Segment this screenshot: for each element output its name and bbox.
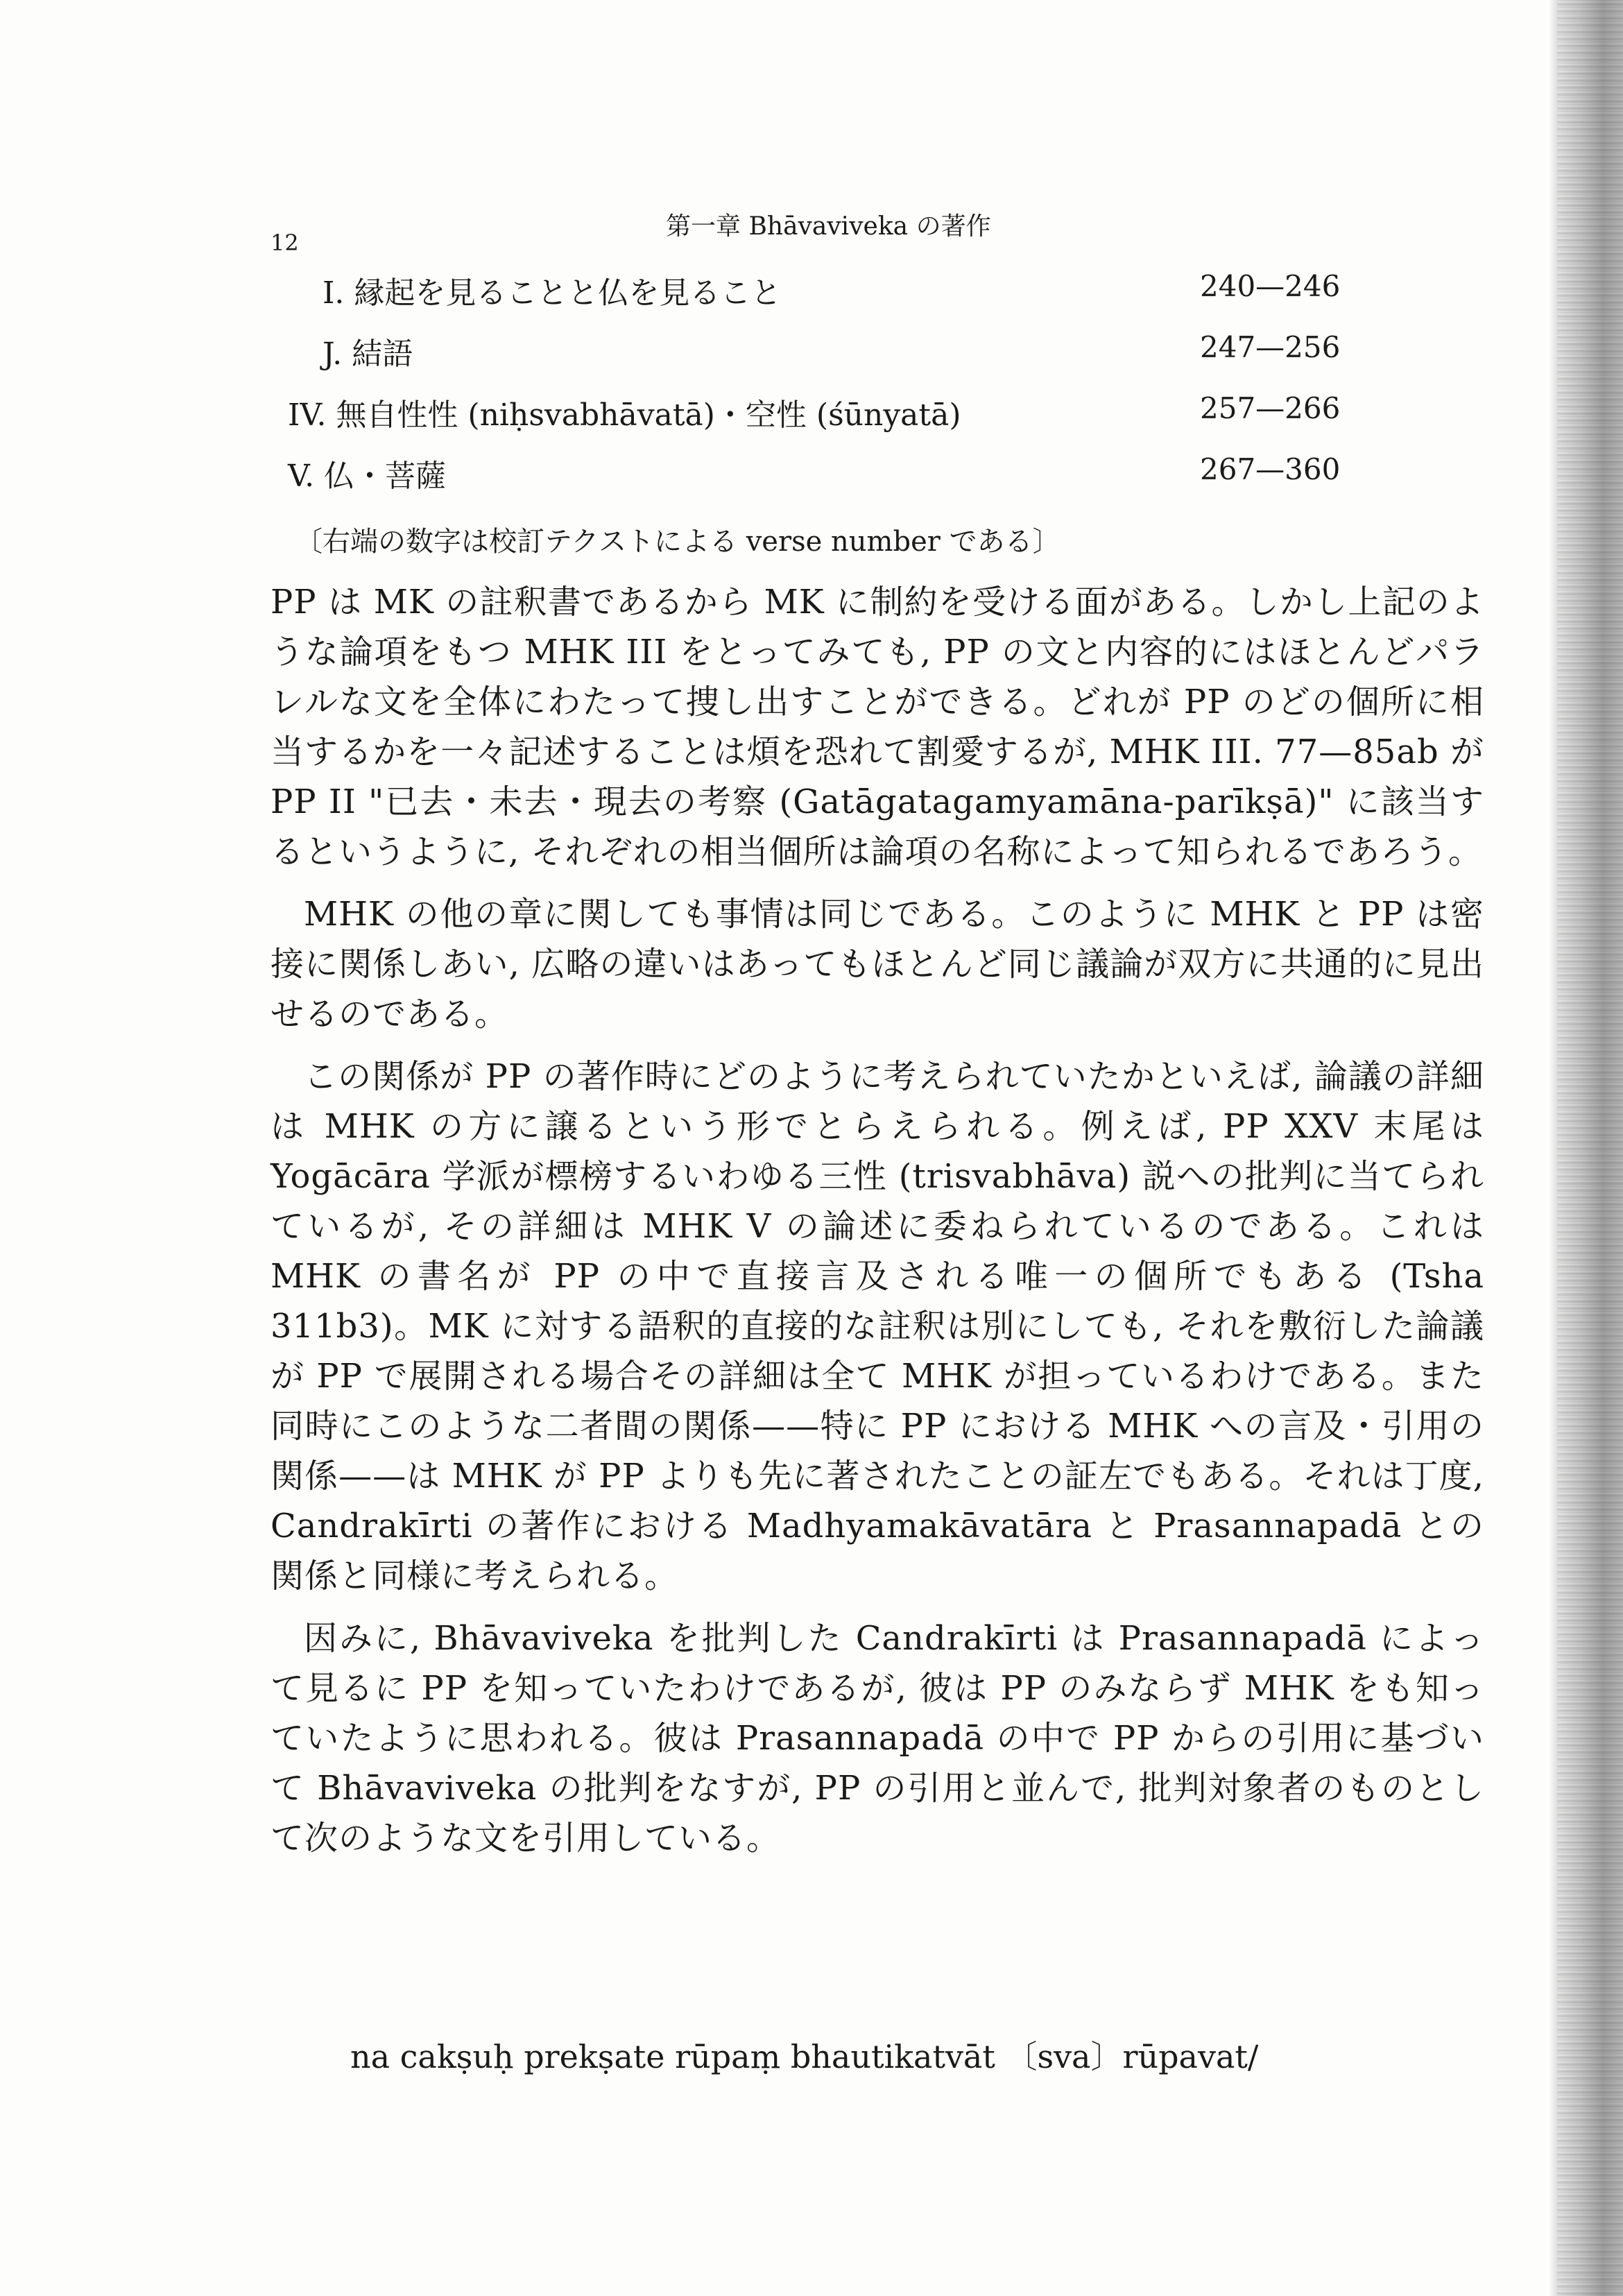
paragraph: 因みに, Bhāvaviveka を批判した Candrakīrti は Prasannapadā によって見るに PP を知っていたわけであるが, 彼は PP のみならず MHK をも知っていたように思われる。彼は Prasannapadā の中で PP からの引用に基づいて Bhāvaviveka の批判をなすが, PP の引用と並んで, 批判対象者のものとして次のような文を引用している。: [270, 1619, 1484, 1858]
running-head: 第一章 Bhāvaviveka の著作: [666, 212, 991, 241]
verse-range: 267—360: [1200, 452, 1341, 486]
paragraph: MHK の他の章に関しても事情は同じである。このように MHK と PP は密接に関係しあい, 広略の違いはあってもほとんど同じ議論が双方に共通的に見出せるのである。: [270, 895, 1484, 1034]
contents-row: [277, 330, 1359, 396]
contents-row: [277, 452, 1359, 518]
paragraph: この関係が PP の著作時にどのように考えられていたかといえば, 論議の詳細は MHK の方に譲るという形でとらえられる。例えば, PP XXV 末尾は Yogācāra 学派が標榜するいわゆる三性 (trisvabhāva) 説への批判に当てられているが, その詳細は MHK V の論述に委ねられているのである。これは MHK の書名が PP の中で直接言及される唯一の個所でもある (Tsha 311b3)。MK に対する語釈的直接的な註釈は別にしても, それを敷衍した論議が PP で展開される場合その詳細は全て MHK が担っているわけである。また同時にこのような二者間の関係——特に PP における MHK への言及・引用の関係——は MHK が PP よりも先に著されたことの証左でもある。それは丁度, Candrakīrti の著作における Madhyamakāvatāra と Prasannapadā との関係と同様に考えられる。: [270, 1057, 1484, 1595]
contents-row: [277, 391, 1359, 457]
contents-label: J. 結語: [323, 336, 413, 372]
verse-range: 247—256: [1200, 330, 1341, 364]
verse-range: 240—246: [1200, 269, 1341, 303]
paragraph: PP は MK の註釈書であるから MK に制約を受ける面がある。しかし上記のような論項をもつ MHK III をとってみても, PP の文と内容的にはほとんどパラレルな文を全体にわたって捜し出すことができる。どれが PP のどの個所に相当するかを一々記述することは煩を恐れて割愛するが, MHK III. 77—85ab が PP II "已去・未去・現去の考察 (Gatāgatagamyamāna-parīkṣā)" に該当するというように, それぞれの相当個所は論項の名称によって知られるであろう。: [270, 583, 1484, 871]
page-number: 12: [270, 230, 299, 256]
bracket-note: 〔右端の数字は校訂テクストによる verse number である〕: [295, 526, 1060, 558]
body-text: [270, 577, 1484, 1876]
contents-label: V. 仏・菩薩: [288, 459, 447, 494]
page-shadow: [1549, 0, 1557, 2296]
sanskrit-verse: na cakṣuḥ prekṣate rūpaṃ bhautikatvāt 〔sva〕rūpavat/: [350, 2038, 1259, 2075]
contents-row: [277, 269, 1359, 335]
contents-list: [277, 269, 1359, 518]
contents-label: IV. 無自性性 (niḥsvabhāvatā)・空性 (śūnyatā): [288, 397, 961, 433]
scan-edge-noise: [1557, 0, 1623, 2296]
contents-label: I. 縁起を見ることと仏を見ること: [323, 275, 782, 311]
verse-range: 257—266: [1200, 391, 1341, 425]
